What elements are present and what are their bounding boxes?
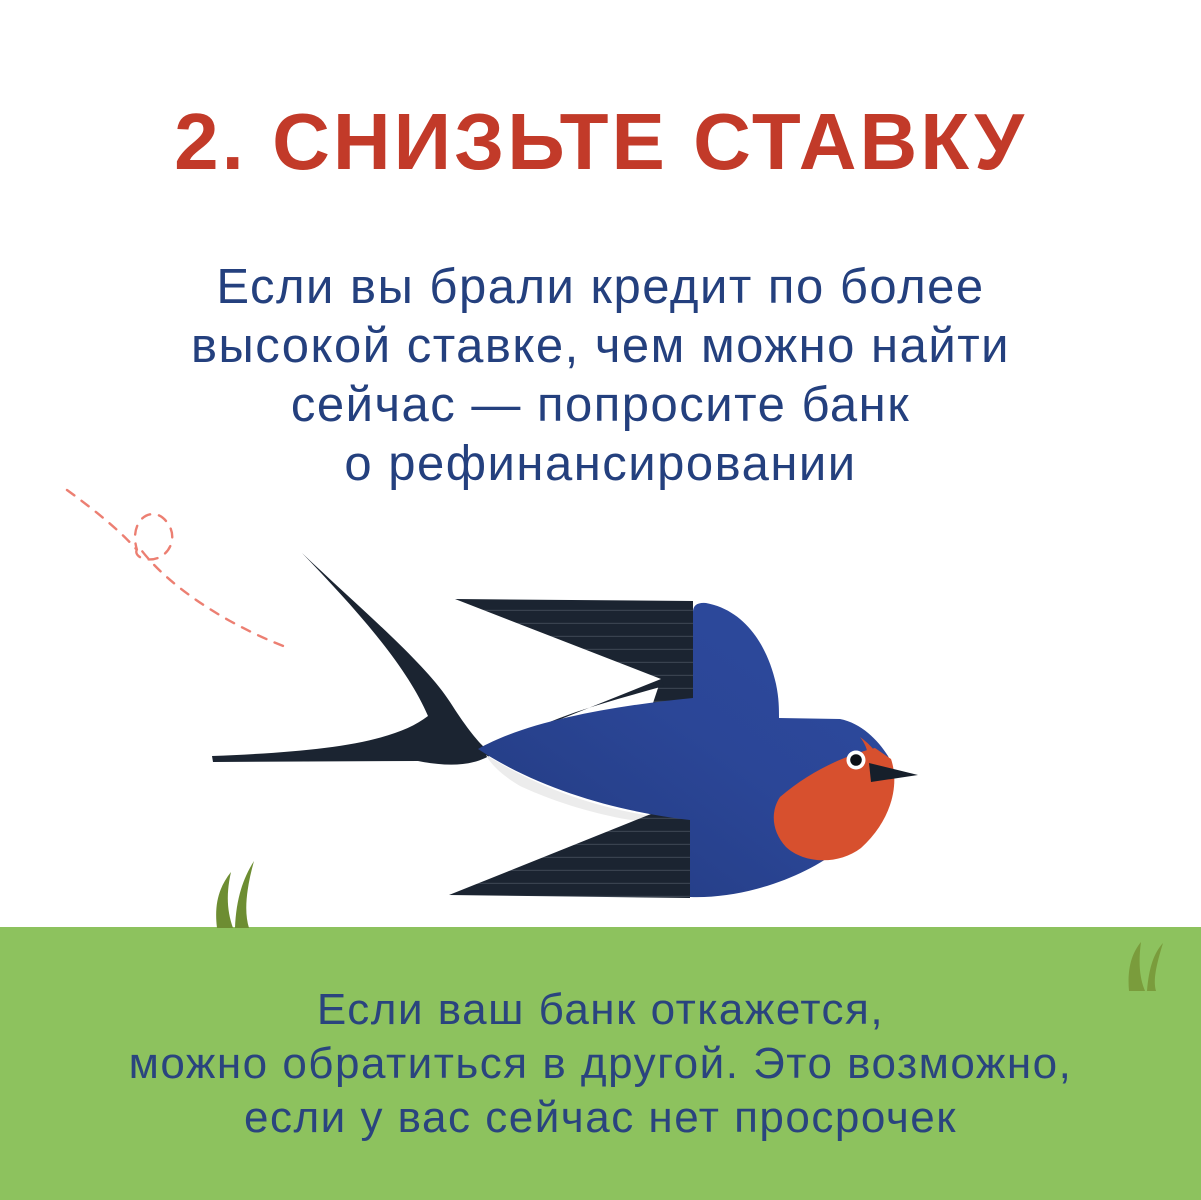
intro-paragraph xyxy=(0,258,1201,494)
intro-line: сейчас — попросите банк xyxy=(290,378,911,432)
intro-line: Если вы брали кредит по более xyxy=(216,260,985,314)
swallow-eye-ring xyxy=(847,751,866,770)
swallow-eye-pupil xyxy=(850,754,862,766)
footer-line: можно обратиться в другой. Это возможно, xyxy=(128,1039,1073,1088)
swallow-belly xyxy=(486,755,686,823)
footer-line: если у вас сейчас нет просрочек xyxy=(244,1093,957,1142)
page-title: 2. СНИЗЬТЕ СТАВКУ xyxy=(174,97,1027,186)
swallow-body xyxy=(478,603,891,897)
swallow-far-wing xyxy=(455,599,693,718)
swallow-beak-icon xyxy=(869,763,918,782)
swallow-face-patch xyxy=(860,737,884,773)
swallow-breast xyxy=(774,748,895,860)
flight-trail-icon xyxy=(67,490,286,647)
intro-line: о рефинансировании xyxy=(344,437,857,491)
grass-tuft-left-icon xyxy=(216,861,254,928)
footer-line: Если ваш банк откажется, xyxy=(316,985,885,1034)
intro-line: высокой ставке, чем можно найти xyxy=(190,319,1011,373)
footer-paragraph xyxy=(0,983,1201,1145)
swallow-tail xyxy=(212,553,664,765)
swallow-lower-wing xyxy=(449,812,690,898)
